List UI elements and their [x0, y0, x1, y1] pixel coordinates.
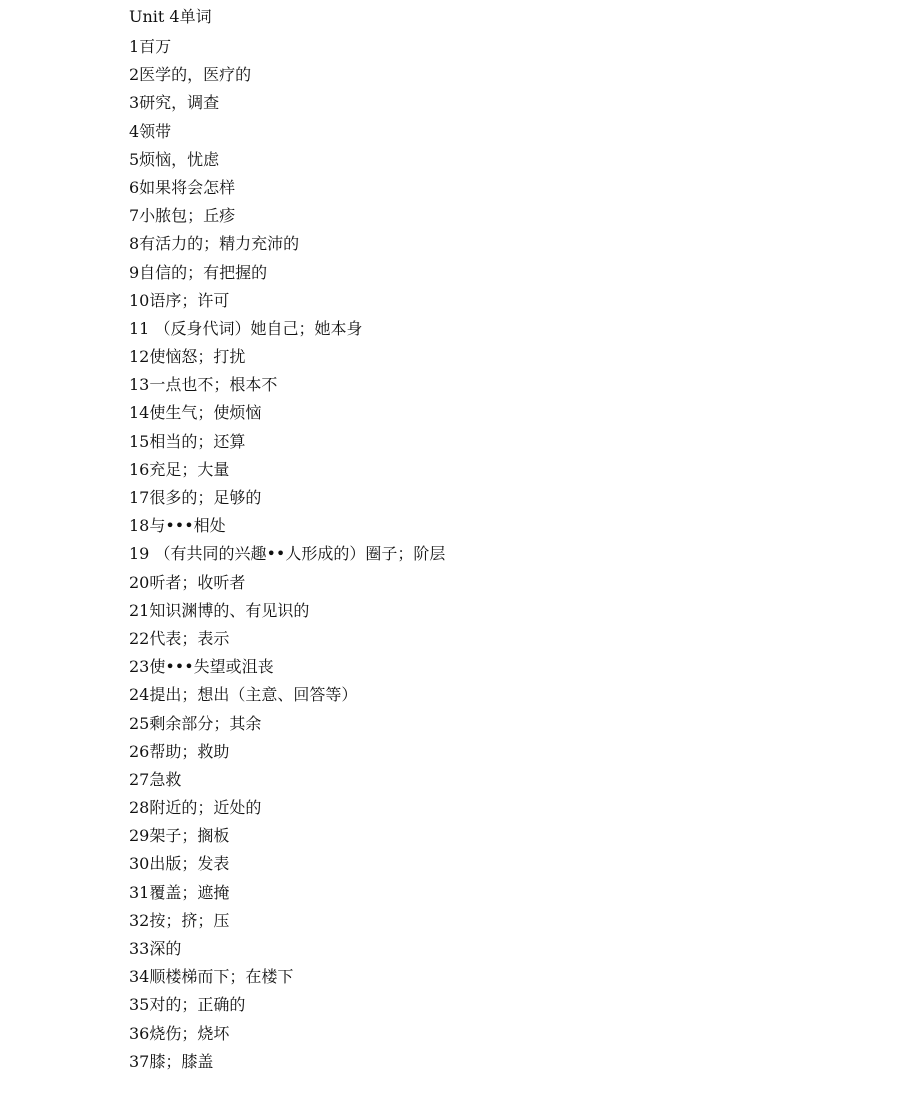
vocab-entry: 14使生气；使烦恼: [129, 403, 262, 423]
vocab-entry: 4领带: [129, 121, 172, 141]
vocab-entry: 10语序；许可: [129, 290, 230, 310]
vocab-entry: 27急救: [129, 769, 182, 789]
vocab-entry: 20听者；收听者: [129, 572, 246, 592]
vocab-entry: 36烧伤；烧坏: [129, 1023, 230, 1043]
vocab-entry: 31覆盖；遮掩: [129, 882, 230, 902]
vocab-entry: 6如果将会怎样: [129, 177, 236, 197]
vocabulary-list: [129, 33, 900, 1076]
vocab-entry: 19 （有共同的兴趣••人形成的）圈子；阶层: [129, 544, 446, 564]
vocab-entry: 2医学的，医疗的: [129, 65, 252, 85]
vocab-entry: 18与•••相处: [129, 516, 226, 536]
page-title: Unit 4单词: [129, 7, 212, 26]
vocab-entry: 8有活力的；精力充沛的: [129, 234, 300, 254]
vocab-entry: 30出版；发表: [129, 854, 230, 874]
vocab-entry: 17很多的；足够的: [129, 488, 262, 507]
vocab-entry: 37膝；膝盖: [129, 1051, 214, 1071]
vocab-entry: 12使恼怒；打扰: [129, 347, 246, 367]
vocab-entry: 5烦恼，忧虑: [129, 149, 220, 169]
vocab-entry: 28附近的；近处的: [129, 798, 262, 818]
vocab-entry: 26帮助；救助: [129, 741, 230, 761]
vocab-entry: 9自信的；有把握的: [129, 262, 268, 282]
vocab-entry: 22代表；表示: [129, 628, 230, 648]
vocab-entry: 11 （反身代词）她自己；她本身: [129, 318, 363, 338]
vocabulary-page: [129, 5, 900, 1076]
vocab-entry: 25剩余部分；其余: [129, 713, 262, 733]
vocab-entry: 16充足；大量: [129, 459, 230, 479]
vocab-entry: 24提出；想出（主意、回答等）: [129, 685, 358, 705]
vocab-entry: 1百万: [129, 37, 172, 56]
vocab-entry: 34顺楼梯而下；在楼下: [129, 967, 294, 987]
vocab-entry: 29架子；搁板: [129, 826, 230, 846]
vocab-entry: 13一点也不；根本不: [129, 375, 278, 395]
vocab-entry: 32按；挤；压: [129, 910, 230, 930]
vocab-entry: 33深的: [129, 939, 182, 958]
vocab-entry: 7小脓包；丘疹: [129, 206, 236, 226]
vocab-entry: 3研究，调查: [129, 93, 220, 113]
vocab-entry: 21知识渊博的、有见识的: [129, 600, 310, 620]
vocab-entry: 23使•••失望或沮丧: [129, 657, 274, 677]
vocab-entry: 15相当的；还算: [129, 431, 246, 451]
vocab-entry: 35对的；正确的: [129, 995, 246, 1015]
